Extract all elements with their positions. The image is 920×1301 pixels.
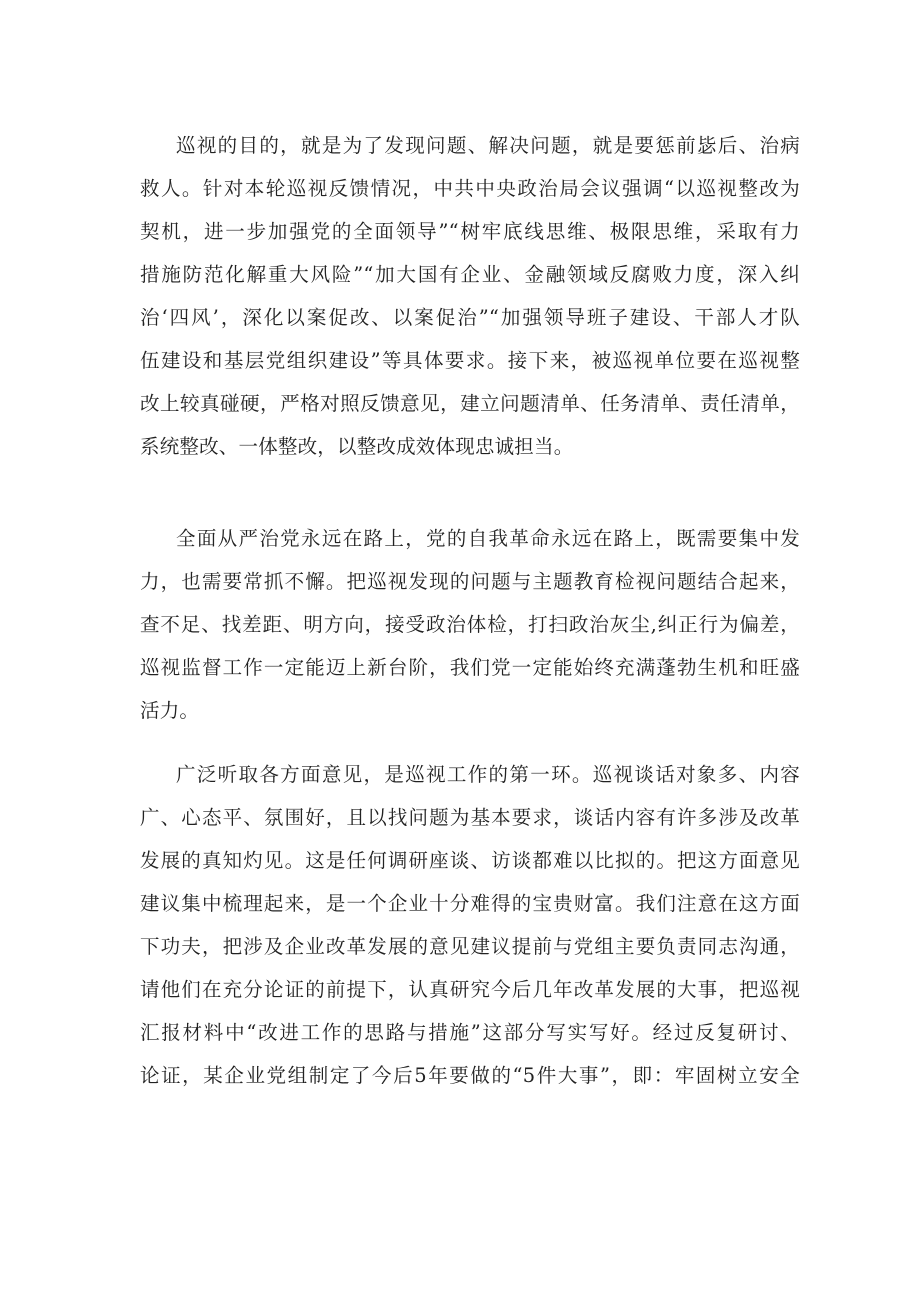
- paragraph-line: 伍建设和基层党组织建设”等具体要求。接下来，被巡视单位要在巡视整: [140, 349, 800, 372]
- paragraph-line: 救人。针对本轮巡视反馈情况，中共中央政治局会议强调“以巡视整改为: [140, 177, 800, 200]
- paragraph-line: 全面从严治党永远在路上，党的自我革命永远在路上，既需要集中发: [176, 527, 800, 550]
- paragraph-line: 措施防范化解重大风险”“加大国有企业、金融领域反腐败力度，深入纠: [140, 263, 800, 286]
- paragraph-line: 活力。: [140, 699, 200, 722]
- paragraph-line: 广泛听取各方面意见，是巡视工作的第一环。巡视谈话对象多、内容: [176, 763, 800, 786]
- paragraph-line: 巡视的目的，就是为了发现问题、解决问题，就是要惩前毖后、治病: [176, 134, 800, 157]
- paragraph-line: 契机，进一步加强党的全面领导”“树牢底线思维、极限思维，采取有力: [140, 220, 800, 243]
- paragraph-line: 查不足、找差距、明方向，接受政治体检，打扫政治灰尘,纠正行为偏差，: [140, 613, 800, 636]
- paragraph-line: 改上较真碰硬，严格对照反馈意见，建立问题清单、任务清单、责任清单，: [140, 392, 800, 415]
- paragraph-line: 建议集中梳理起来，是一个企业十分难得的宝贵财富。我们注意在这方面: [140, 892, 800, 915]
- paragraph-line: 请他们在充分论证的前提下，认真研究今后几年改革发展的大事，把巡视: [140, 978, 800, 1001]
- paragraph-3: [140, 753, 800, 1097]
- paragraph-line: 下功夫，把涉及企业改革发展的意见建议提前与党组主要负责同志沟通，: [140, 935, 800, 958]
- paragraph-line: 力，也需要常抓不懈。把巡视发现的问题与主题教育检视问题结合起来，: [140, 570, 800, 593]
- paragraph-line: 广、心态平、氛围好，且以找问题为基本要求，谈话内容有许多涉及改革: [140, 806, 800, 829]
- paragraph-line: 系统整改、一体整改，以整改成效体现忠诚担当。: [140, 435, 574, 458]
- paragraph-line: 汇报材料中“改进工作的思路与措施”这部分写实写好。经过反复研讨、: [140, 1021, 800, 1044]
- paragraph-1: [140, 124, 800, 468]
- paragraph-2: [140, 517, 800, 732]
- paragraph-line: 巡视监督工作一定能迈上新台阶，我们党一定能始终充满蓬勃生机和旺盛: [140, 656, 800, 679]
- paragraph-line: 治‘四风’，深化以案促改、以案促治”“加强领导班子建设、干部人才队: [140, 306, 800, 329]
- paragraph-line: 发展的真知灼见。这是任何调研座谈、访谈都难以比拟的。把这方面意见: [140, 849, 800, 872]
- paragraph-line: 论证，某企业党组制定了今后5年要做的“5件大事”，即：牢固树立安全: [140, 1064, 800, 1087]
